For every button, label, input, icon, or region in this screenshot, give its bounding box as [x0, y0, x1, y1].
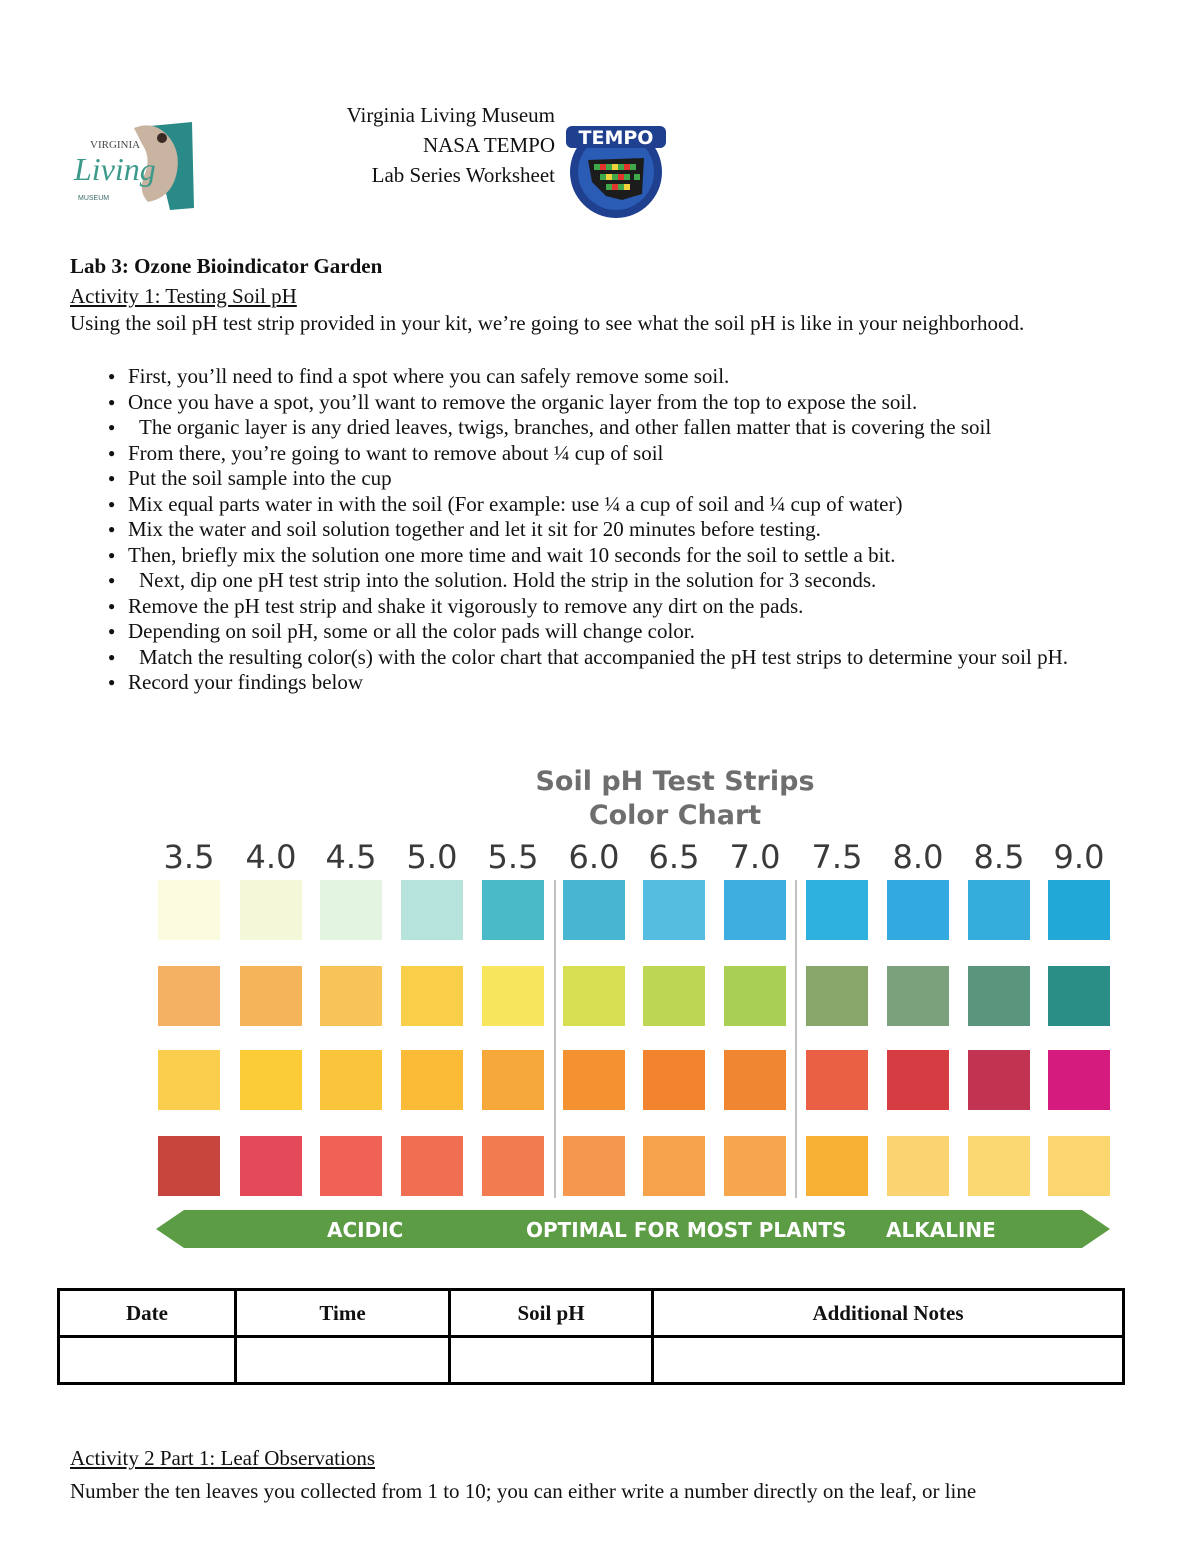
- column-header-additional-notes: Additional Notes: [653, 1290, 1124, 1337]
- color-pad-swatch: [806, 966, 868, 1026]
- color-pad-swatch: [158, 1136, 220, 1196]
- chart-divider-optimal-start: [554, 880, 556, 1198]
- header-series-name: Lab Series Worksheet: [371, 163, 555, 187]
- color-pad-swatch: [240, 1050, 302, 1110]
- step-13: ● Record your findings below: [108, 670, 1118, 696]
- color-pad-swatch: [158, 1050, 220, 1110]
- color-pad-swatch: [401, 1050, 463, 1110]
- color-pad-swatch: [563, 1136, 625, 1196]
- step-1: ● First, you’ll need to find a spot where you can safely remove some soil.: [108, 364, 1118, 390]
- ph-label: 6.5: [648, 838, 700, 876]
- step-3: ● The organic layer is any dried leaves, twigs, branches, and other fallen matter that is covering the soil: [108, 415, 1118, 441]
- header-museum-name: Virginia Living Museum: [346, 103, 555, 127]
- column-header-time: Time: [236, 1290, 450, 1337]
- color-pad-swatch: [887, 880, 949, 940]
- activity-2-heading: Activity 2 Part 1: Leaf Observations: [70, 1446, 376, 1470]
- color-pad-swatch: [643, 880, 705, 940]
- step-12: ● Match the resulting color(s) with the color chart that accompanied the pH test strips to determine your soil pH.: [108, 645, 1118, 671]
- worksheet-header: [255, 100, 555, 190]
- color-pad-swatch: [806, 1050, 868, 1110]
- nasa-tempo-logo: [562, 120, 670, 220]
- scale-label-acidic: ACIDIC: [327, 1218, 404, 1242]
- ph-label: 9.0: [1053, 838, 1105, 876]
- step-5: ● Put the soil sample into the cup: [108, 466, 1118, 492]
- step-11: ● Depending on soil pH, some or all the color pads will change color.: [108, 619, 1118, 645]
- table-header-row: [59, 1290, 1124, 1337]
- color-pad-swatch: [563, 1050, 625, 1110]
- step-4: ● From there, you’re going to want to remove about ¼ cup of soil: [108, 441, 1118, 467]
- color-pad-swatch: [643, 966, 705, 1026]
- color-chart-title-line-1: Soil pH Test Strips: [535, 766, 815, 797]
- color-pad-swatch: [887, 1136, 949, 1196]
- date-input[interactable]: [61, 1347, 232, 1374]
- color-pad-swatch: [401, 966, 463, 1026]
- color-pad-swatch: [563, 966, 625, 1026]
- step-6: ● Mix equal parts water in with the soil (For example: use ¼ a cup of soil and ¼ cup of water): [108, 492, 1118, 518]
- color-pad-swatch: [1048, 966, 1110, 1026]
- ph-label: 6.0: [568, 838, 620, 876]
- color-pad-swatch: [240, 966, 302, 1026]
- ph-label: 4.0: [245, 838, 297, 876]
- color-pad-swatch: [240, 880, 302, 940]
- ph-label: 7.0: [729, 838, 781, 876]
- logo-living-text: Living: [74, 151, 156, 187]
- color-pad-swatch: [401, 880, 463, 940]
- additional-notes-cell[interactable]: [653, 1337, 1124, 1384]
- ph-label: 5.5: [487, 838, 539, 876]
- additional-notes-input[interactable]: [661, 1347, 1114, 1374]
- color-pad-swatch: [320, 1050, 382, 1110]
- color-pad-swatch: [401, 1136, 463, 1196]
- header-program-name: NASA TEMPO: [422, 133, 555, 157]
- color-chart-title: [470, 765, 880, 833]
- color-pad-swatch: [1048, 880, 1110, 940]
- time-cell[interactable]: [236, 1337, 450, 1384]
- color-chart-title-line-2: Color Chart: [588, 800, 762, 831]
- color-pad-swatch: [806, 1136, 868, 1196]
- step-9: ● Next, dip one pH test strip into the solution. Hold the strip in the solution for 3 seconds.: [108, 568, 1118, 594]
- ph-label: 7.5: [811, 838, 863, 876]
- scale-label-optimal: OPTIMAL FOR MOST PLANTS: [526, 1218, 847, 1242]
- table-row: [59, 1337, 1124, 1384]
- color-pad-swatch: [482, 1050, 544, 1110]
- color-pad-swatch: [1048, 1050, 1110, 1110]
- color-pad-swatch: [563, 880, 625, 940]
- ph-label: 8.5: [973, 838, 1025, 876]
- color-pad-swatch: [240, 1136, 302, 1196]
- color-pad-swatch: [724, 1136, 786, 1196]
- color-pad-swatch: [158, 966, 220, 1026]
- color-pad-swatch: [968, 880, 1030, 940]
- color-pad-swatch: [968, 1136, 1030, 1196]
- color-pad-swatch: [482, 880, 544, 940]
- color-pad-swatch: [643, 1136, 705, 1196]
- findings-table: [57, 1288, 1125, 1385]
- color-pad-swatch: [320, 880, 382, 940]
- logo-virginia-text: VIRGINIA: [90, 139, 141, 151]
- step-10: ● Remove the pH test strip and shake it vigorously to remove any dirt on the pads.: [108, 594, 1118, 620]
- lab-title: Lab 3: Ozone Bioindicator Garden: [70, 254, 383, 278]
- ph-label: 3.5: [163, 838, 215, 876]
- activity-1-intro: Using the soil pH test strip provided in your kit, we’re going to see what the soil pH is like in your neighborhood.: [70, 311, 1025, 335]
- ph-label: 8.0: [892, 838, 944, 876]
- color-pad-swatch: [724, 880, 786, 940]
- logo-tempo-text: TEMPO: [578, 127, 654, 149]
- step-8: ● Then, briefly mix the solution one more time and wait 10 seconds for the soil to settle a bit.: [108, 543, 1118, 569]
- virginia-living-museum-logo: [68, 118, 196, 214]
- color-pad-swatch: [887, 966, 949, 1026]
- color-pad-swatch: [643, 1050, 705, 1110]
- color-pad-swatch: [968, 966, 1030, 1026]
- ph-label: 4.5: [325, 838, 377, 876]
- soil-ph-cell[interactable]: [450, 1337, 653, 1384]
- ph-label: 5.0: [406, 838, 458, 876]
- color-pad-swatch: [724, 966, 786, 1026]
- time-input[interactable]: [239, 1347, 446, 1374]
- procedure-steps: [108, 364, 1118, 696]
- activity-2-text: Number the ten leaves you collected from 1 to 10; you can either write a number directly on the leaf, or line: [70, 1479, 977, 1503]
- step-2: ● Once you have a spot, you’ll want to remove the organic layer from the top to expose the soil.: [108, 390, 1118, 416]
- color-pad-swatch: [1048, 1136, 1110, 1196]
- scale-label-alkaline: ALKALINE: [886, 1218, 996, 1242]
- step-7: ● Mix the water and soil solution together and let it sit for 20 minutes before testing.: [108, 517, 1118, 543]
- color-pad-swatch: [968, 1050, 1030, 1110]
- color-pad-swatch: [887, 1050, 949, 1110]
- color-pad-swatch: [482, 1136, 544, 1196]
- color-pad-swatch: [724, 1050, 786, 1110]
- color-pad-swatch: [806, 880, 868, 940]
- color-pad-swatch: [320, 1136, 382, 1196]
- soil-ph-input[interactable]: [453, 1347, 649, 1374]
- activity-1-heading: Activity 1: Testing Soil pH: [70, 284, 297, 308]
- column-header-soil-ph: Soil pH: [450, 1290, 653, 1337]
- column-header-date: Date: [59, 1290, 236, 1337]
- color-pad-swatch: [320, 966, 382, 1026]
- chart-divider-optimal-end: [795, 880, 797, 1198]
- color-pad-swatch: [158, 880, 220, 940]
- color-pad-swatch: [482, 966, 544, 1026]
- date-cell[interactable]: [59, 1337, 236, 1384]
- logo-museum-text: MUSEUM: [78, 195, 110, 202]
